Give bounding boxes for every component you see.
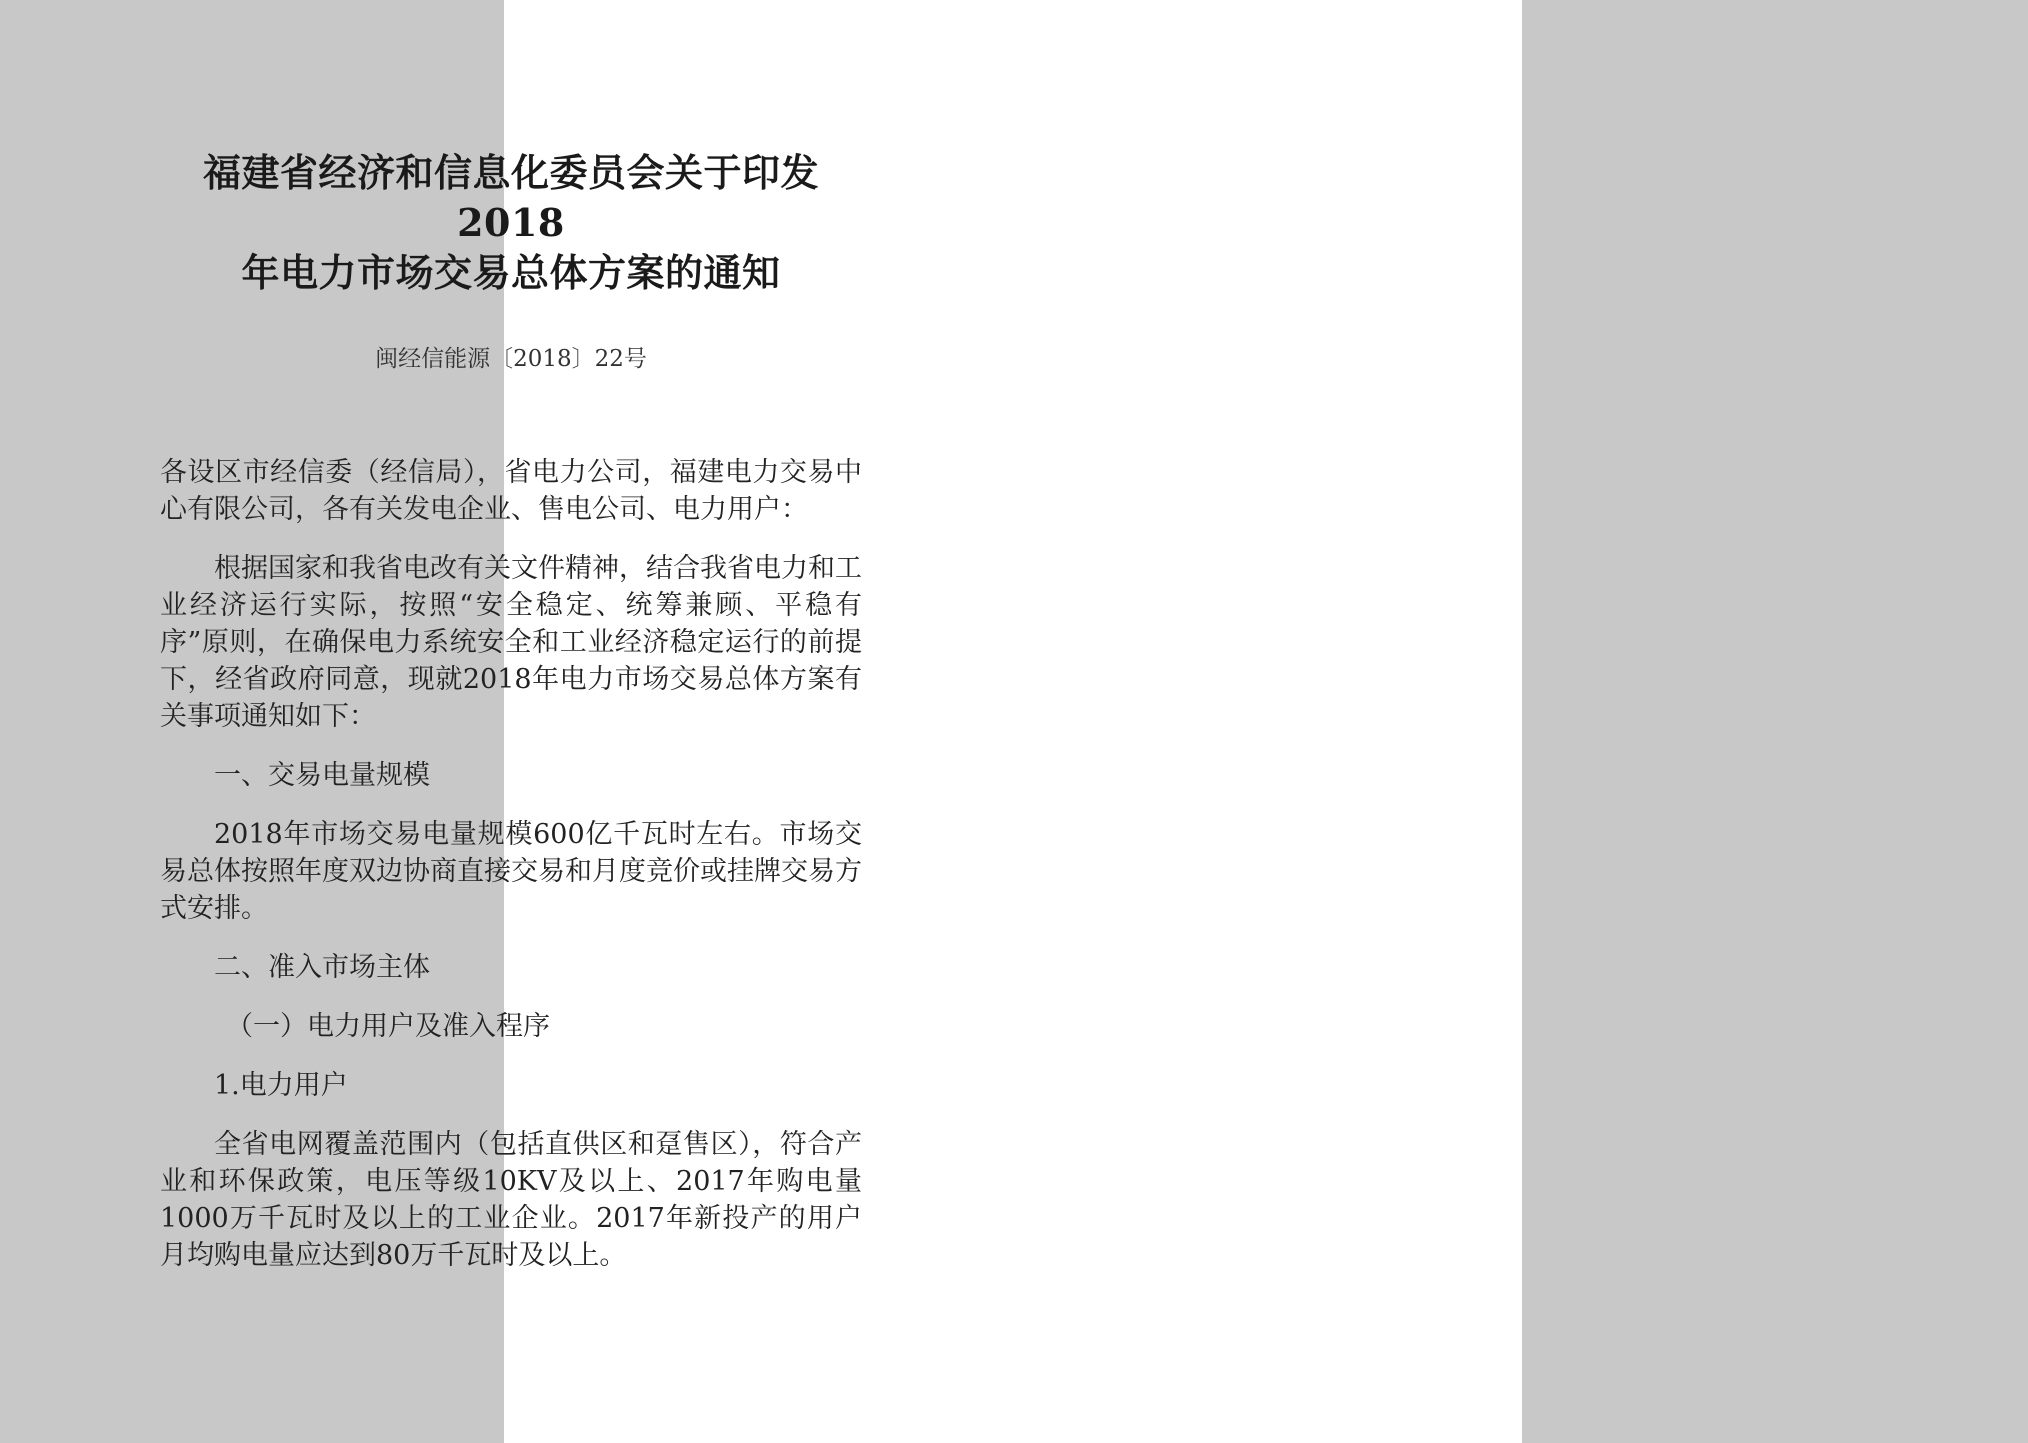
title-line-1: 福建省经济和信息化委员会关于印发2018 <box>202 150 819 245</box>
section-heading-2: 二、准入市场主体 <box>214 952 430 983</box>
document-body <box>160 454 862 1274</box>
title-line-2: 年电力市场交易总体方案的通知 <box>241 250 781 295</box>
document-number: 闽经信能源〔2018〕22号 <box>375 346 647 372</box>
item-1-paragraph: 全省电网覆盖范围内（包括直供区和趸售区），符合产业和环保政策，电压等级10KV及以上、2017年购电量1000万千瓦时及以上的工业企业。2017年新投产的用户月均购电量应达到80万千瓦时及以上。 <box>160 1129 862 1271</box>
intro-paragraph: 根据国家和我省电改有关文件精神，结合我省电力和工业经济运行实际，按照“安全稳定、统筹兼顾、平稳有序”原则，在确保电力系统安全和工业经济稳定运行的前提下，经省政府同意，现就2018年电力市场交易总体方案有关事项通知如下： <box>160 553 862 732</box>
salutation: 各设区市经信委（经信局），省电力公司，福建电力交易中心有限公司，各有关发电企业、售电公司、电力用户： <box>160 457 862 525</box>
section-1-paragraph: 2018年市场交易电量规模600亿千瓦时左右。市场交易总体按照年度双边协商直接交易和月度竞价或挂牌交易方式安排。 <box>160 819 862 924</box>
subsection-heading-1: （一）电力用户及准入程序 <box>226 1011 550 1042</box>
section-heading-1: 一、交易电量规模 <box>214 760 430 791</box>
document-title <box>160 148 862 298</box>
item-heading-1: 1.电力用户 <box>214 1070 348 1101</box>
